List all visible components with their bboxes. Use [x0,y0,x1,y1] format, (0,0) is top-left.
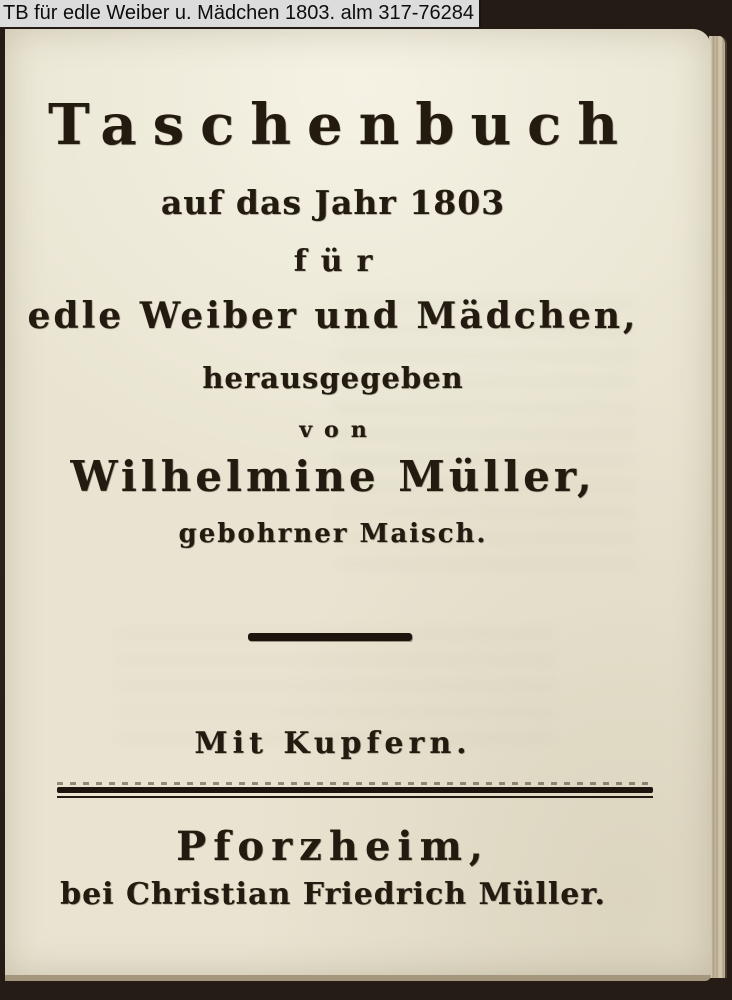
published-label: herausgegeben [202,361,464,395]
by-word: von [299,417,379,443]
imprint-divider-rule [57,782,653,798]
catalog-label: TB für edle Weiber u. Mädchen 1803. alm 317-76284 [0,0,481,27]
imprint-publisher: bei Christian Friedrich Müller. [60,877,606,912]
editor-name: Wilhelmine Müller, [70,452,596,501]
audience-line: edle Weiber und Mädchen, [27,295,639,337]
divider-thick-bar [57,787,653,793]
divider-thin-bar [57,796,653,798]
imprint-city: Pforzheim, [176,823,490,870]
plates-note: Mit Kupfern. [194,726,472,761]
divider-speckle [57,782,653,785]
editor-birth-name: gebohrner Maisch. [178,519,488,549]
page-fore-edge [709,36,727,978]
title-page [5,29,711,981]
for-word: für [293,244,387,279]
book-title: Taschenbuch [48,92,634,158]
separator-rule [248,633,412,641]
year-line: auf das Jahr 1803 [160,183,506,222]
